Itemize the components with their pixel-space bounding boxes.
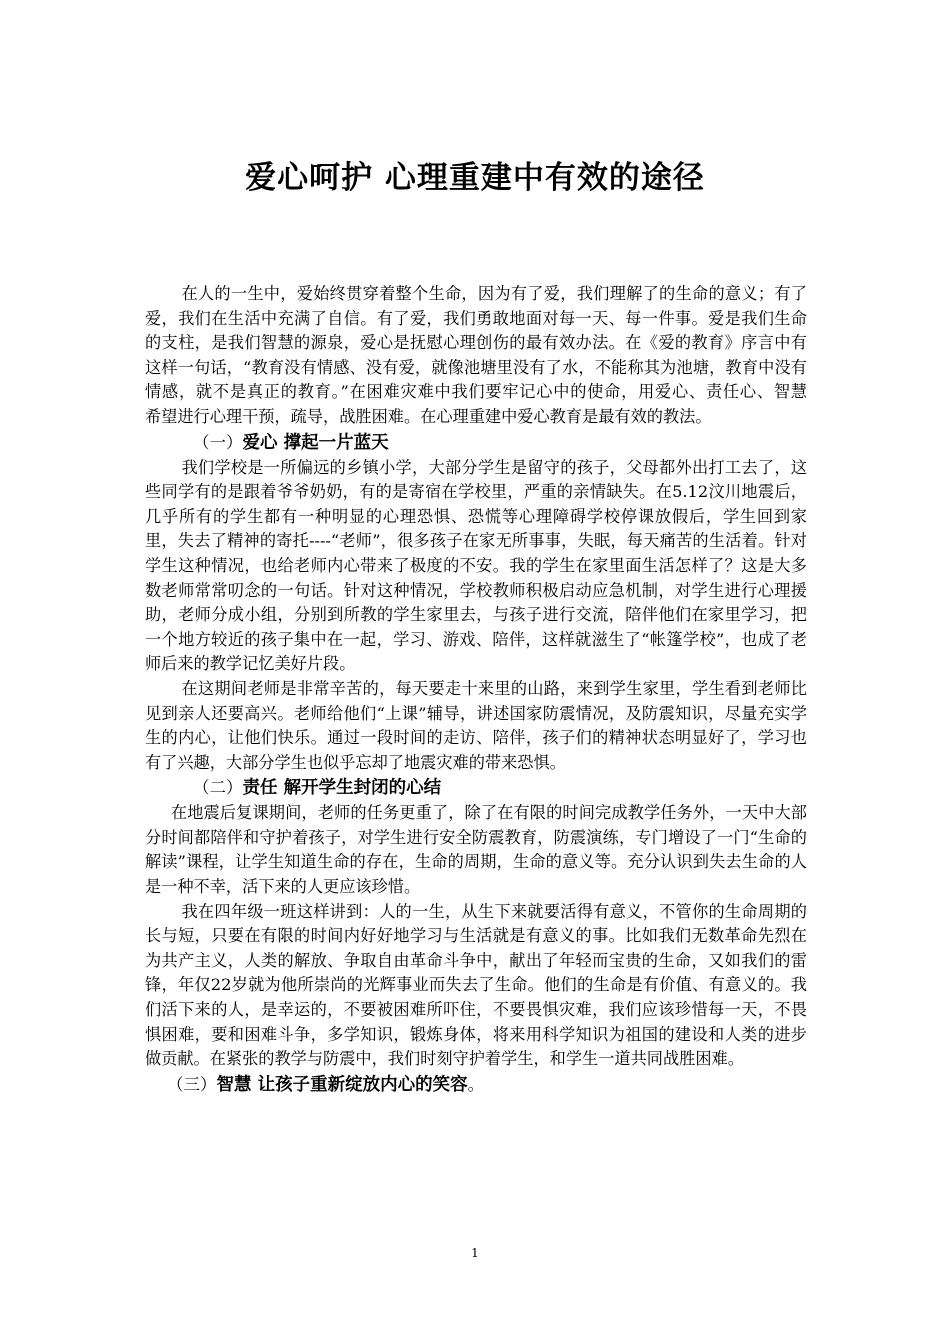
page-number: 1 [471, 1246, 479, 1260]
section-3-number: （三） [167, 1074, 217, 1094]
section-3-title: 智慧 让孩子重新绽放内心的笑容 [216, 1074, 468, 1095]
section-1-title: 爱心 撑起一片蓝天 [242, 432, 389, 453]
section-3-tail: 。 [467, 1074, 485, 1094]
section-1-number: （一） [193, 432, 243, 452]
section-2-heading [145, 775, 807, 801]
document-body [145, 282, 824, 1098]
intro-paragraph: 在人的一生中，爱始终贯穿着整个生命，因为有了爱，我们理解了的生命的意义；有了爱，我们在生活中充满了自信。有了爱，我们勇敢地面对每一天、每一件事。爱是我们生命的支柱，是我们智慧的源泉，爱心是抚慰心理创伤的最有效办法。在《爱的教育》序言中有这样一句话，“教育没有情感、没有爱，就像池塘里没有了水，不能称其为池塘，教育中没有情感，就不是真正的教育。”在困难灾难中我们要牢记心中的使命，用爱心、责任心、智慧 希望进行心理干预，疏导，战胜困难。在心理重建中爱心教育是最有效的教法。 [145, 284, 824, 426]
section-2-number: （二） [193, 778, 243, 798]
section-1-heading [145, 430, 807, 456]
section-2-title: 责任 解开学生封闭的心结 [242, 778, 442, 799]
section-2-paragraph: 在地震后复课期间，老师的任务更重了，除了在有限的时间完成教学任务外，一天中大部分时间都陪伴和守护着孩子，对学生进行安全防震教育，防震演练，专门增设了一门“生命的解读”课程，让学生知道生命的存在，生命的周期，生命的意义等。充分认识到失去生命的人是一种不幸，活下来的人更应该珍惜。 [145, 803, 807, 897]
section-1-paragraph: 我们学校是一所偏远的乡镇小学，大部分学生是留守的孩子，父母都外出打工去了，这些同学有的是跟着爷爷奶奶，有的是寄宿在学校里，严重的亲情缺失。在5.12汶川地震后，几乎所有的学生都有一种明显的心理恐惧、恐慌等心理障碍学校停课放假后，学生回到家里，失去了精神的寄托----“老师”，很多孩子在家无所事事，失眠，每天痛苦的生活着。针对学生这种情况，也给老师内心带来了极度的不安。我的学生在家里面生活怎样了？这是大多数老师常常叨念的一句话。针对这种情况，学校教师积极启动应急机制，对学生进行心理援助，老师分成小组，分别到所教的学生家里去，与孩子进行交流，陪伴他们在家里学习，把一个地方较近的孩子集中在一起，学习、游戏、陪伴，这样就滋生了“帐篷学校”，也成了老师后来的教学记忆美好片段。 [145, 457, 807, 674]
section-2-paragraph: 我在四年级一班这样讲到：人的一生，从生下来就要活得有意义，不管你的生命周期的长与短，只要在有限的时间内好好地学习与生活就是有意义的事。比如我们无数革命先烈在为共产主义，人类的解放、争取自由革命斗争中，献出了年轻而宝贵的生命，又如我们的雷锋，年仅22岁就为他所崇尚的光辉事业而失去了生命。他们的生命是有价值、有意义的。我们活下来的人，是幸运的，不要被困难所吓住，不要畏惧灾难，我们应该珍惜每一天，不畏惧困难，要和困难斗争，多学知识，锻炼身体，将来用科学知识为祖国的建设和人类的进步做贡献。在紧张的教学与防震中，我们时刻守护着学生，和学生一道共同战胜困难。 [145, 901, 807, 1069]
section-3-heading [145, 1072, 807, 1098]
document-title: 爱心呵护 心理重建中有效的途径 [245, 160, 705, 196]
section-1-paragraph: 在这期间老师是非常辛苦的，每天要走十来里的山路，来到学生家里，学生看到老师比见到亲人还要高兴。老师给他们“上课”辅导，讲述国家防震情况，及防震知识，尽量充实学生的内心，让他们快乐。通过一段时间的走访、陪伴，孩子们的精神状态明显好了，学习也有了兴趣，大部分学生也似乎忘却了地震灾难的带来恐惧。 [145, 678, 807, 772]
